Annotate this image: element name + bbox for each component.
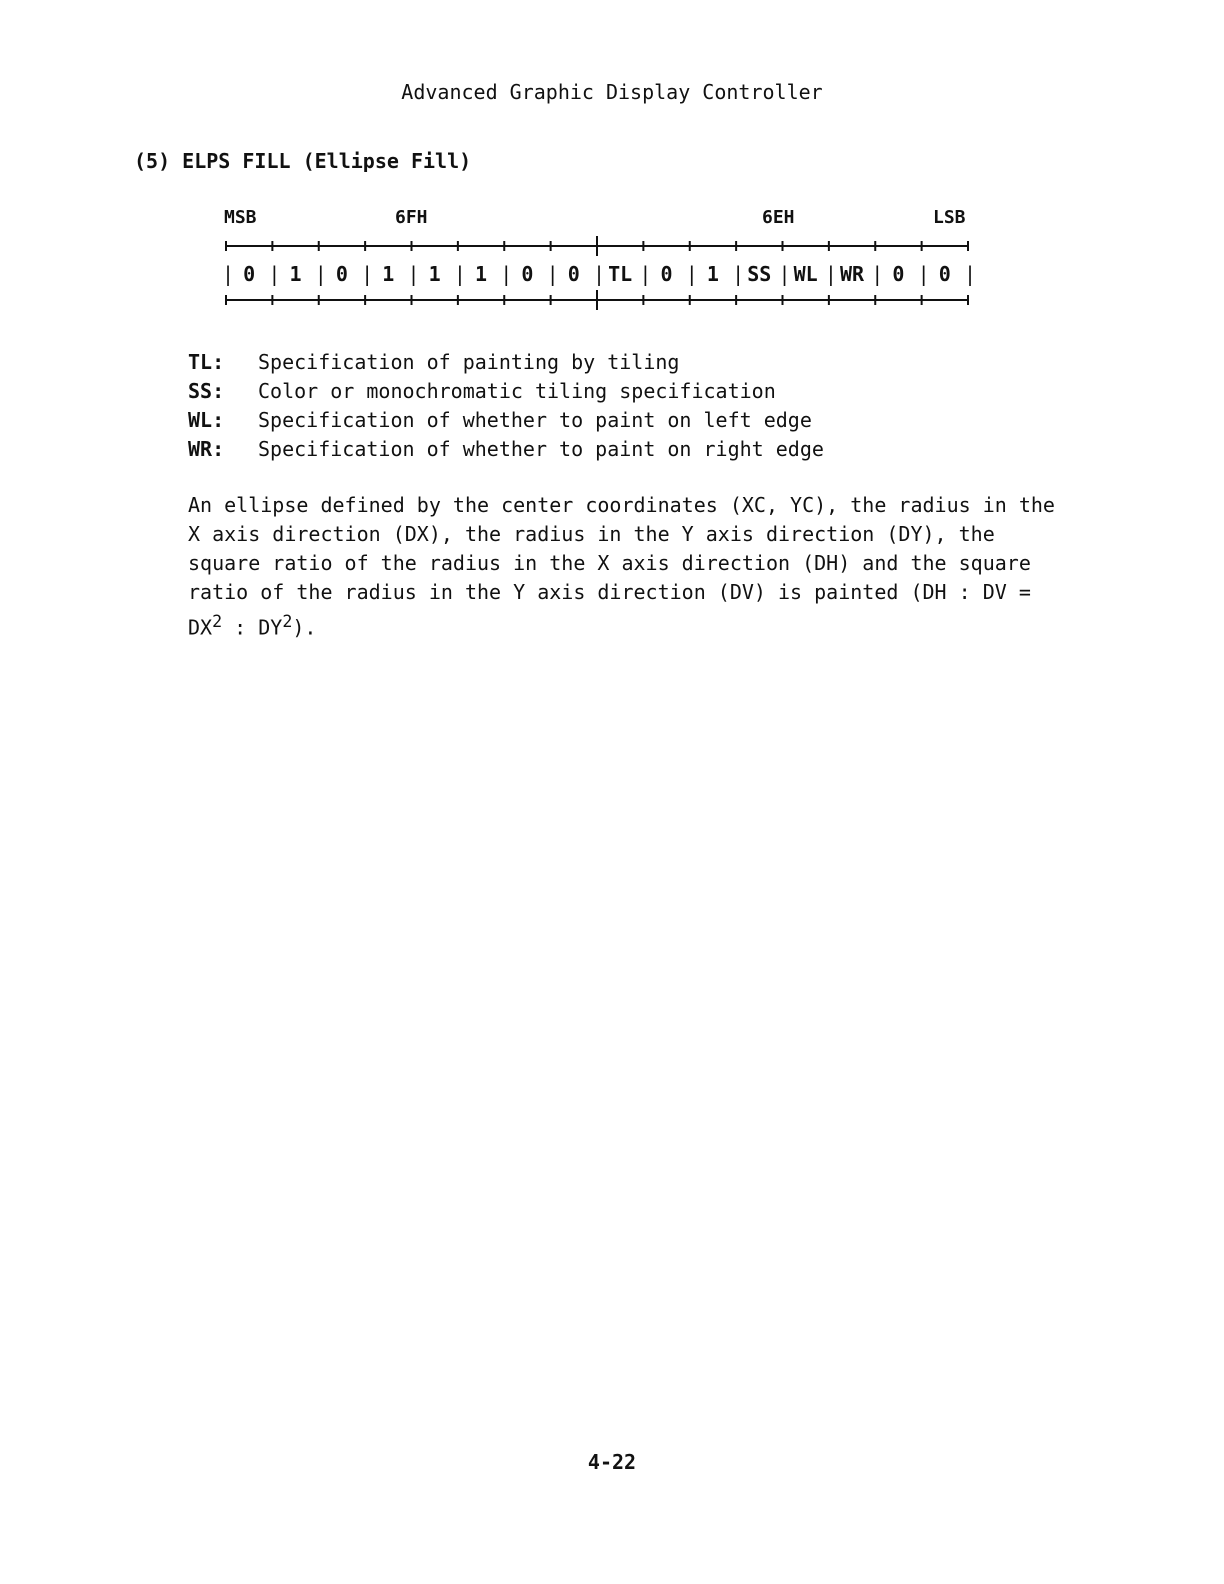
register-bit: 0 xyxy=(243,262,256,286)
register-bit: 1 xyxy=(289,262,302,286)
register-bit: 0 xyxy=(892,262,905,286)
paragraph-text: : DY xyxy=(222,615,283,640)
bit-separator: | xyxy=(593,262,606,286)
description-paragraph xyxy=(188,491,1068,643)
msb-label: MSB xyxy=(224,207,257,228)
definition-desc: Specification of painting by tiling xyxy=(258,350,680,374)
register-bit: 0 xyxy=(660,262,673,286)
page-number: 4-22 xyxy=(587,1450,637,1474)
definition-desc: Specification of whether to paint on right edge xyxy=(258,437,824,461)
bit-separator: | xyxy=(778,262,791,286)
bit-separator: | xyxy=(222,262,235,286)
bit-separator: | xyxy=(685,262,698,286)
lsb-label: LSB xyxy=(933,207,966,228)
bit-separator: | xyxy=(871,262,884,286)
bit-separator: | xyxy=(407,262,420,286)
register-bit: 1 xyxy=(382,262,395,286)
definition-term: SS: xyxy=(188,379,225,403)
definition-term: TL: xyxy=(188,350,225,374)
definition-row xyxy=(188,348,824,377)
register-bit: 1 xyxy=(475,262,488,286)
bit-separator: | xyxy=(361,262,374,286)
bit-separator: | xyxy=(917,262,930,286)
bit-separator: | xyxy=(732,262,745,286)
definition-row xyxy=(188,435,824,464)
section-heading: (5) ELPS FILL (Ellipse Fill) xyxy=(134,149,472,173)
definition-desc: Specification of whether to paint on left edge xyxy=(258,408,812,432)
register-bit: 1 xyxy=(428,262,441,286)
field-definitions xyxy=(188,348,824,464)
bit-separator: | xyxy=(314,262,327,286)
register-bit: WR xyxy=(840,262,865,286)
bit-separator: | xyxy=(268,262,281,286)
register-bit: 0 xyxy=(335,262,348,286)
bit-separator: | xyxy=(453,262,466,286)
definition-term: WR: xyxy=(188,437,225,461)
high-byte-label: 6FH xyxy=(395,207,428,228)
bit-separator: | xyxy=(824,262,837,286)
definition-desc: Color or monochromatic tiling specification xyxy=(258,379,776,403)
bit-separator: | xyxy=(639,262,652,286)
bit-separator: | xyxy=(546,262,559,286)
bit-separator: | xyxy=(500,262,513,286)
paragraph-text: ). xyxy=(292,615,317,640)
definition-term: WL: xyxy=(188,408,225,432)
register-bit: 0 xyxy=(938,262,951,286)
register-bit-row xyxy=(0,262,1224,292)
register-bit: TL xyxy=(608,262,633,286)
register-bit: WL xyxy=(793,262,818,286)
superscript: 2 xyxy=(212,612,223,631)
register-bit: 0 xyxy=(567,262,580,286)
low-byte-label: 6EH xyxy=(762,207,795,228)
register-bit: 1 xyxy=(706,262,719,286)
page-header-title: Advanced Graphic Display Controller xyxy=(401,80,823,104)
register-bit: SS xyxy=(747,262,772,286)
register-bit: 0 xyxy=(521,262,534,286)
definition-row xyxy=(188,406,824,435)
superscript: 2 xyxy=(282,612,293,631)
definition-row xyxy=(188,377,824,406)
bit-separator: | xyxy=(964,262,977,286)
paragraph-text: An ellipse defined by the center coordinates (XC, YC), the radius in the X axis direction (DX), the radius in the Y axis direction (DY), the square ratio of the radius in the X axis direction (DH) and the square ratio of the radius in the Y axis direction (DV) is painted (DH : DV = DX xyxy=(188,493,1055,640)
